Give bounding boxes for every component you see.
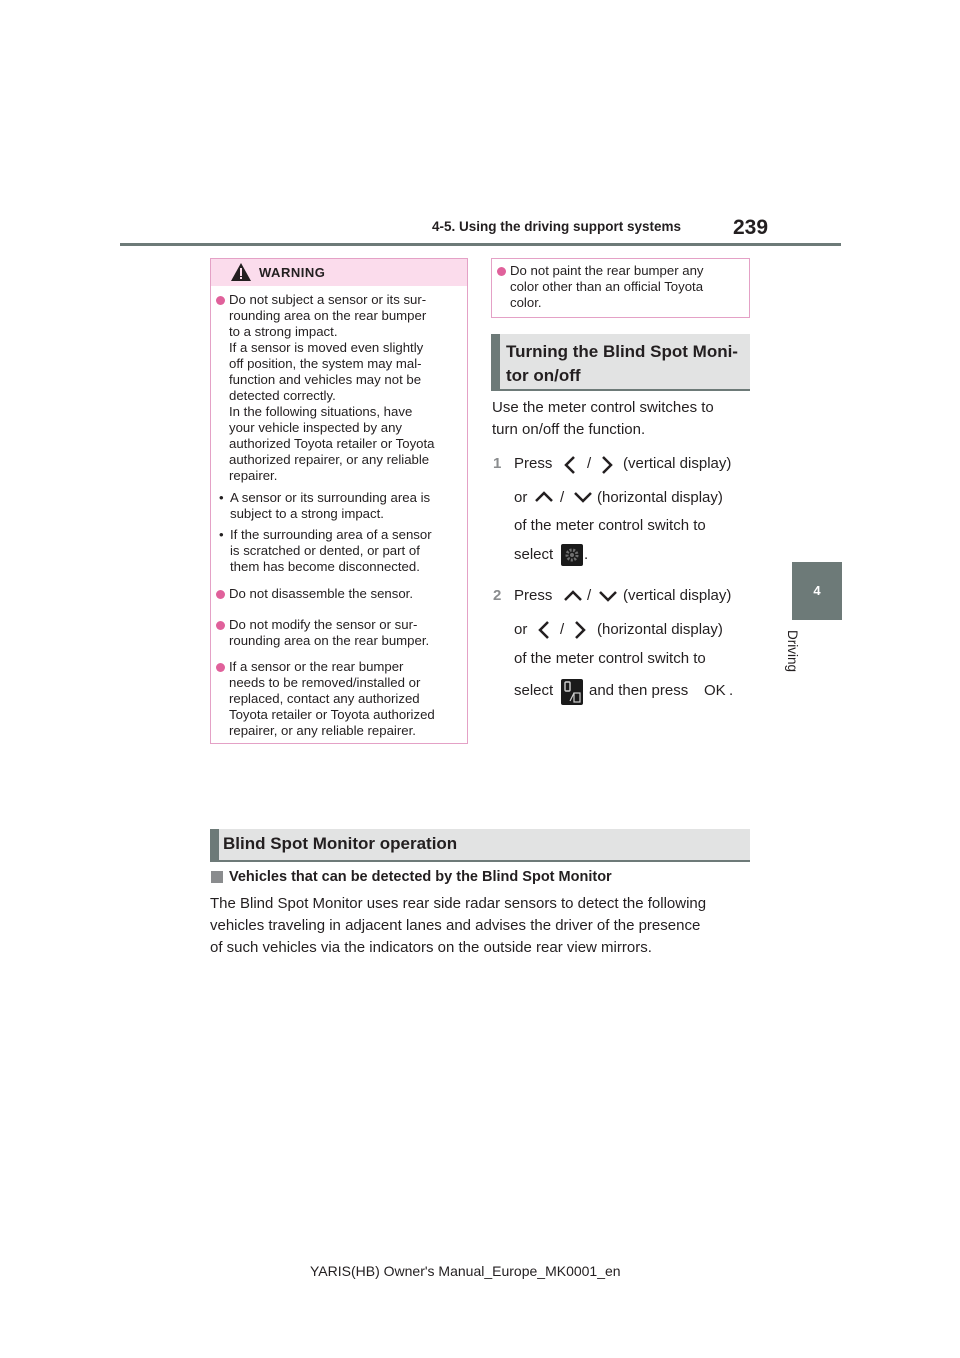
step-text: / (560, 621, 565, 638)
heading-line: Blind Spot Monitor operation (223, 834, 458, 853)
step-text: Press (514, 455, 553, 472)
warning-line: If a sensor is moved even slightly (229, 340, 424, 355)
warning-line: color other than an official Toyota (510, 279, 704, 294)
step-number: 2 (493, 587, 502, 604)
bullet-icon (497, 267, 506, 276)
warning-line: rounding area on the rear bumper (229, 308, 427, 323)
subheading: Vehicles that can be detected by the Blind Spot Monitor (229, 869, 612, 885)
step-text: or (514, 489, 528, 506)
warning-line: function and vehicles may not be (229, 372, 422, 387)
warning-line: replaced, contact any authorized (229, 691, 420, 706)
warning-line: Do not disassemble the sensor. (229, 586, 413, 601)
warning-line: them has become disconnected. (230, 559, 420, 574)
intro-line: turn on/off the function. (492, 421, 646, 438)
step-text: select (514, 682, 554, 699)
footer-text: YARIS(HB) Owner's Manual_Europe_MK0001_en (310, 1263, 621, 1279)
step-text: . (584, 546, 589, 563)
warning-line: rounding area on the rear bumper. (229, 633, 430, 648)
sub-bullet-dot: • (219, 527, 224, 542)
turning-heading (491, 334, 750, 391)
step-text: / (587, 455, 592, 472)
warning-line: your vehicle inspected by any (229, 420, 403, 435)
step-text: (horizontal display) (597, 489, 723, 506)
warning-header (211, 259, 467, 286)
step-text: or (514, 621, 528, 638)
step-number: 1 (493, 455, 502, 472)
warning-line: to a strong impact. (229, 324, 338, 339)
warning-continued-box (491, 258, 750, 318)
body-line: of such vehicles via the indicators on the outside rear view mirrors. (210, 939, 652, 956)
step-text: and then press (589, 682, 689, 699)
warning-line: repairer, or any reliable repairer. (229, 723, 416, 738)
section-title: 4-5. Using the driving support systems (432, 219, 682, 234)
gear-icon (561, 544, 583, 566)
warning-line: off position, the system may mal- (229, 356, 422, 371)
warning-line: A sensor or its surrounding area is (230, 490, 431, 505)
body-line: vehicles traveling in adjacent lanes and advises the driver of the presence (210, 917, 701, 934)
warning-line: In the following situations, have (229, 404, 413, 419)
warning-line: color. (510, 295, 542, 310)
warning-line: is scratched or dented, or part of (230, 543, 420, 558)
chapter-tab: 4 (792, 562, 842, 620)
warning-triangle-icon (231, 263, 251, 281)
up-chevron-icon (534, 490, 554, 504)
step-text: select (514, 546, 554, 563)
blind-spot-monitor-icon (561, 679, 583, 705)
intro-line: Use the meter control switches to (492, 399, 714, 416)
warning-line: If a sensor or the rear bumper (229, 659, 404, 674)
down-chevron-icon (598, 589, 618, 603)
chapter-label-text: Driving (785, 630, 800, 673)
step-text: / (560, 489, 565, 506)
warning-title: WARNING (259, 265, 326, 280)
bullet-icon (216, 590, 225, 599)
right-chevron-icon (600, 455, 614, 475)
step-text: Press (514, 587, 553, 604)
step-text: (vertical display) (623, 587, 732, 604)
down-chevron-icon (573, 490, 593, 504)
up-chevron-icon (563, 589, 583, 603)
warning-line: Do not subject a sensor or its sur- (229, 292, 427, 307)
left-chevron-icon (537, 620, 551, 640)
warning-line: repairer. (229, 468, 278, 483)
warning-line: subject to a strong impact. (230, 506, 384, 521)
warning-line: If the surrounding area of a sensor (230, 527, 432, 542)
warning-line: authorized Toyota retailer or Toyota (229, 436, 435, 451)
sub-bullet-dot: • (219, 490, 224, 505)
warning-line: Do not modify the sensor or sur- (229, 617, 418, 632)
bullet-icon (216, 621, 225, 630)
warning-line: Do not paint the rear bumper any (510, 263, 704, 278)
step-text: . (729, 682, 734, 699)
chapter-label (786, 630, 802, 690)
bullet-icon (216, 663, 225, 672)
bullet-icon (216, 296, 225, 305)
operation-heading (210, 829, 750, 862)
warning-box (210, 258, 468, 744)
heading-line: tor on/off (506, 366, 581, 385)
step-text: of the meter control switch to (514, 650, 706, 667)
right-chevron-icon (573, 620, 587, 640)
step-text: (vertical display) (623, 455, 732, 472)
step-text: / (587, 587, 592, 604)
header-rule (120, 243, 841, 246)
step-text: (horizontal display) (597, 621, 723, 638)
warning-line: needs to be removed/installed or (229, 675, 421, 690)
heading-line: Turning the Blind Spot Moni- (506, 342, 738, 361)
ok-button-glyph: OK (704, 682, 726, 699)
body-line: The Blind Spot Monitor uses rear side radar sensors to detect the following (210, 895, 707, 912)
square-bullet-icon (211, 871, 223, 883)
step-text: of the meter control switch to (514, 517, 706, 534)
warning-line: Toyota retailer or Toyota authorized (229, 707, 435, 722)
warning-line: authorized repairer, or any reliable (229, 452, 430, 467)
page-number: 239 (733, 216, 769, 239)
left-chevron-icon (563, 455, 577, 475)
warning-line: detected correctly. (229, 388, 336, 403)
